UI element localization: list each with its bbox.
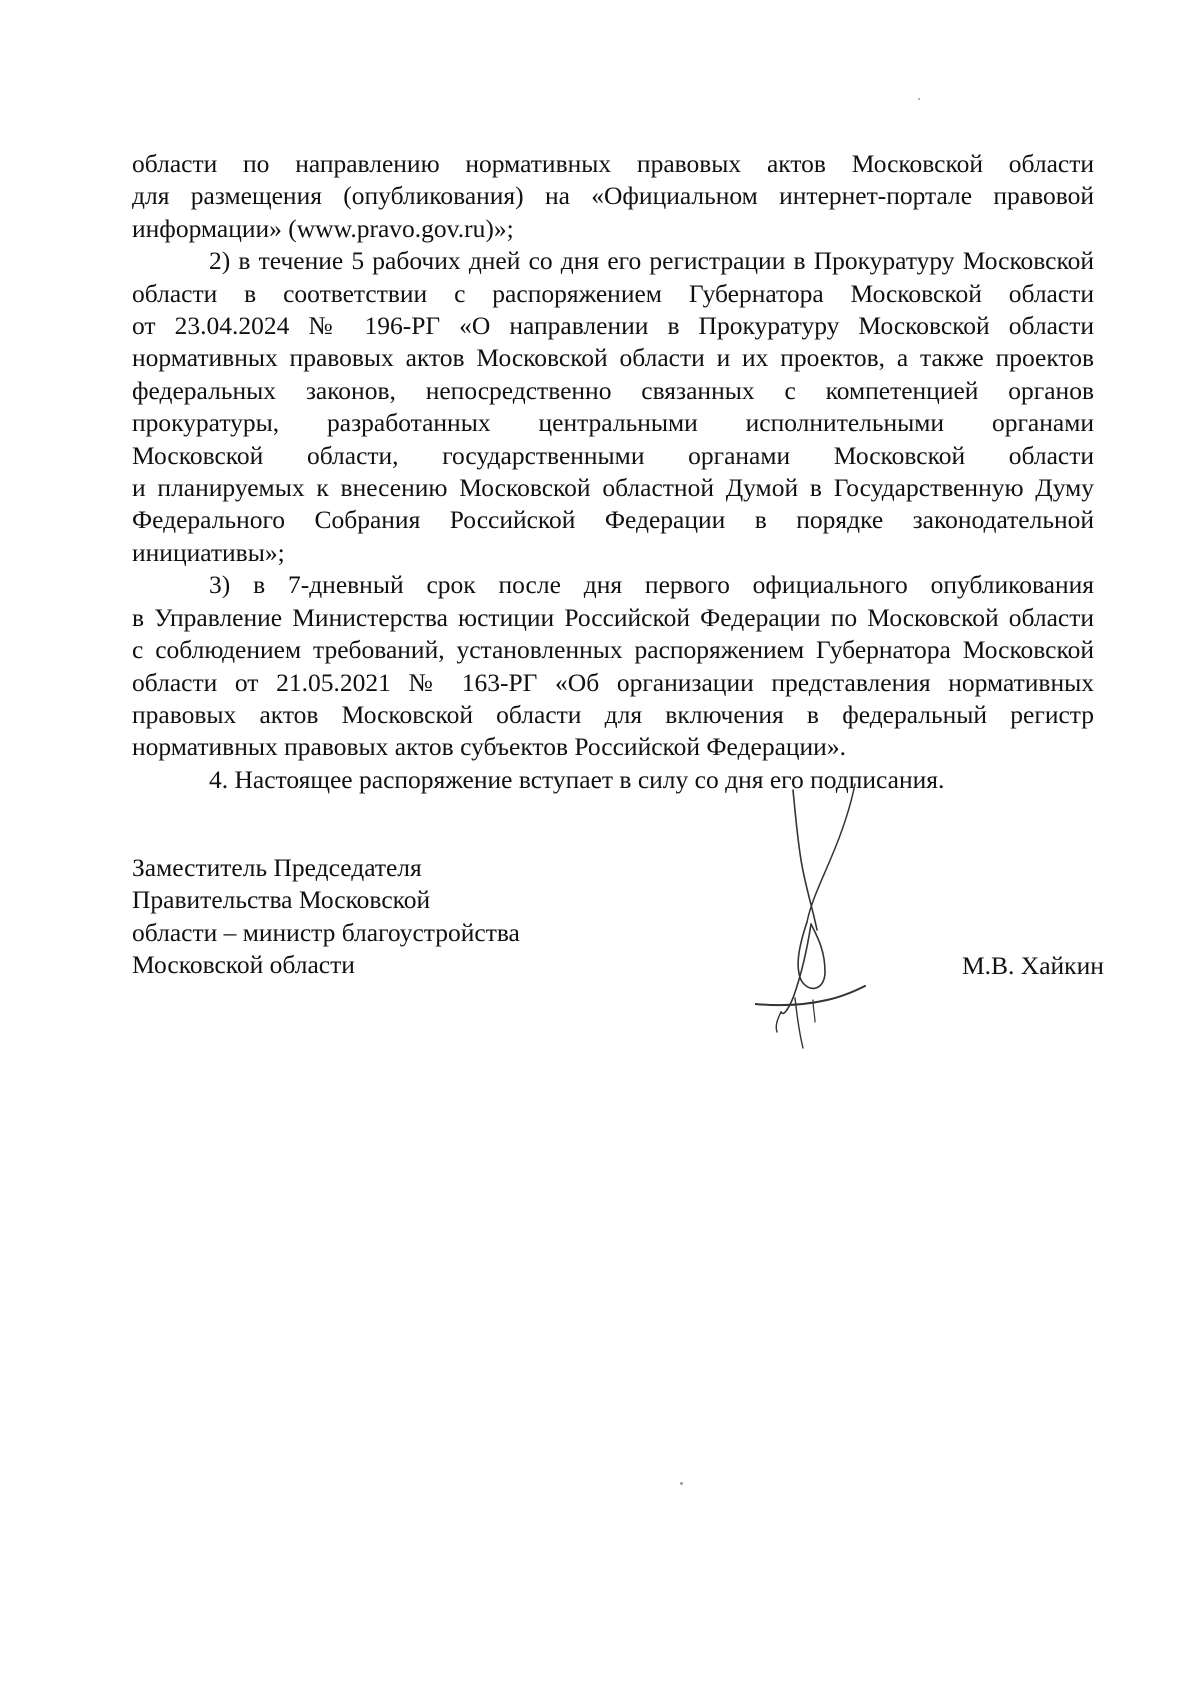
body-line: федеральных законов, непосредственно связанных с компетенцией органов <box>132 375 1094 405</box>
position-line: Правительства Московской <box>132 885 431 915</box>
position-line: Заместитель Председателя <box>132 853 422 882</box>
body-line: инициативы»; <box>132 537 285 567</box>
body-line: информации» (www.pravo.gov.ru)»; <box>132 213 514 243</box>
body-line: 2) в течение 5 рабочих дней со дня его регистрации в Прокуратуру Московской <box>209 246 1094 276</box>
body-line: 3) в 7-дневный срок после дня первого официального опубликования <box>209 570 1094 600</box>
position-line: Московской области <box>132 950 355 980</box>
body-line: области от 21.05.2021 № 163-РГ «Об организации представления нормативных <box>132 667 1094 697</box>
signer-name: М.В. Хайкин <box>962 951 1104 980</box>
body-line: Московской области, государственными органами Московской области <box>132 440 1094 470</box>
scan-speck <box>680 1482 683 1485</box>
handwritten-signature <box>755 780 915 1050</box>
body-line: области по направлению нормативных правовых актов Московской области <box>132 149 1094 178</box>
scan-speck <box>918 98 920 100</box>
document-body <box>132 148 1094 796</box>
body-line: Федерального Собрания Российской Федерации в порядке законодательной <box>132 505 1094 535</box>
body-line: и планируемых к внесению Московской областной Думой в Государственную Думу <box>132 473 1094 503</box>
body-line: нормативных правовых актов Московской области и их проектов, а также проектов <box>132 343 1094 373</box>
position-line: области – министр благоустройства <box>132 917 520 947</box>
signatory-position <box>132 852 520 982</box>
body-line: для размещения (опубликования) на «Официальном интернет-портале правовой <box>132 181 1094 211</box>
body-line: с соблюдением требований, установленных распоряжением Губернатора Московской <box>132 635 1094 665</box>
body-line: от 23.04.2024 № 196-РГ «О направлении в Прокуратуру Московской области <box>132 311 1094 341</box>
body-line: нормативных правовых актов субъектов Российской Федерации». <box>132 732 846 762</box>
body-line: правовых актов Московской области для включения в федеральный регистр <box>132 699 1094 729</box>
body-line: прокуратуры, разработанных центральными исполнительными органами <box>132 408 1094 438</box>
body-line: 4. Настоящее распоряжение вступает в силу со дня его подписания. <box>209 764 945 794</box>
body-line: области в соответствии с распоряжением Губернатора Московской области <box>132 278 1094 308</box>
body-line: в Управление Министерства юстиции Российской Федерации по Московской области <box>132 602 1094 632</box>
